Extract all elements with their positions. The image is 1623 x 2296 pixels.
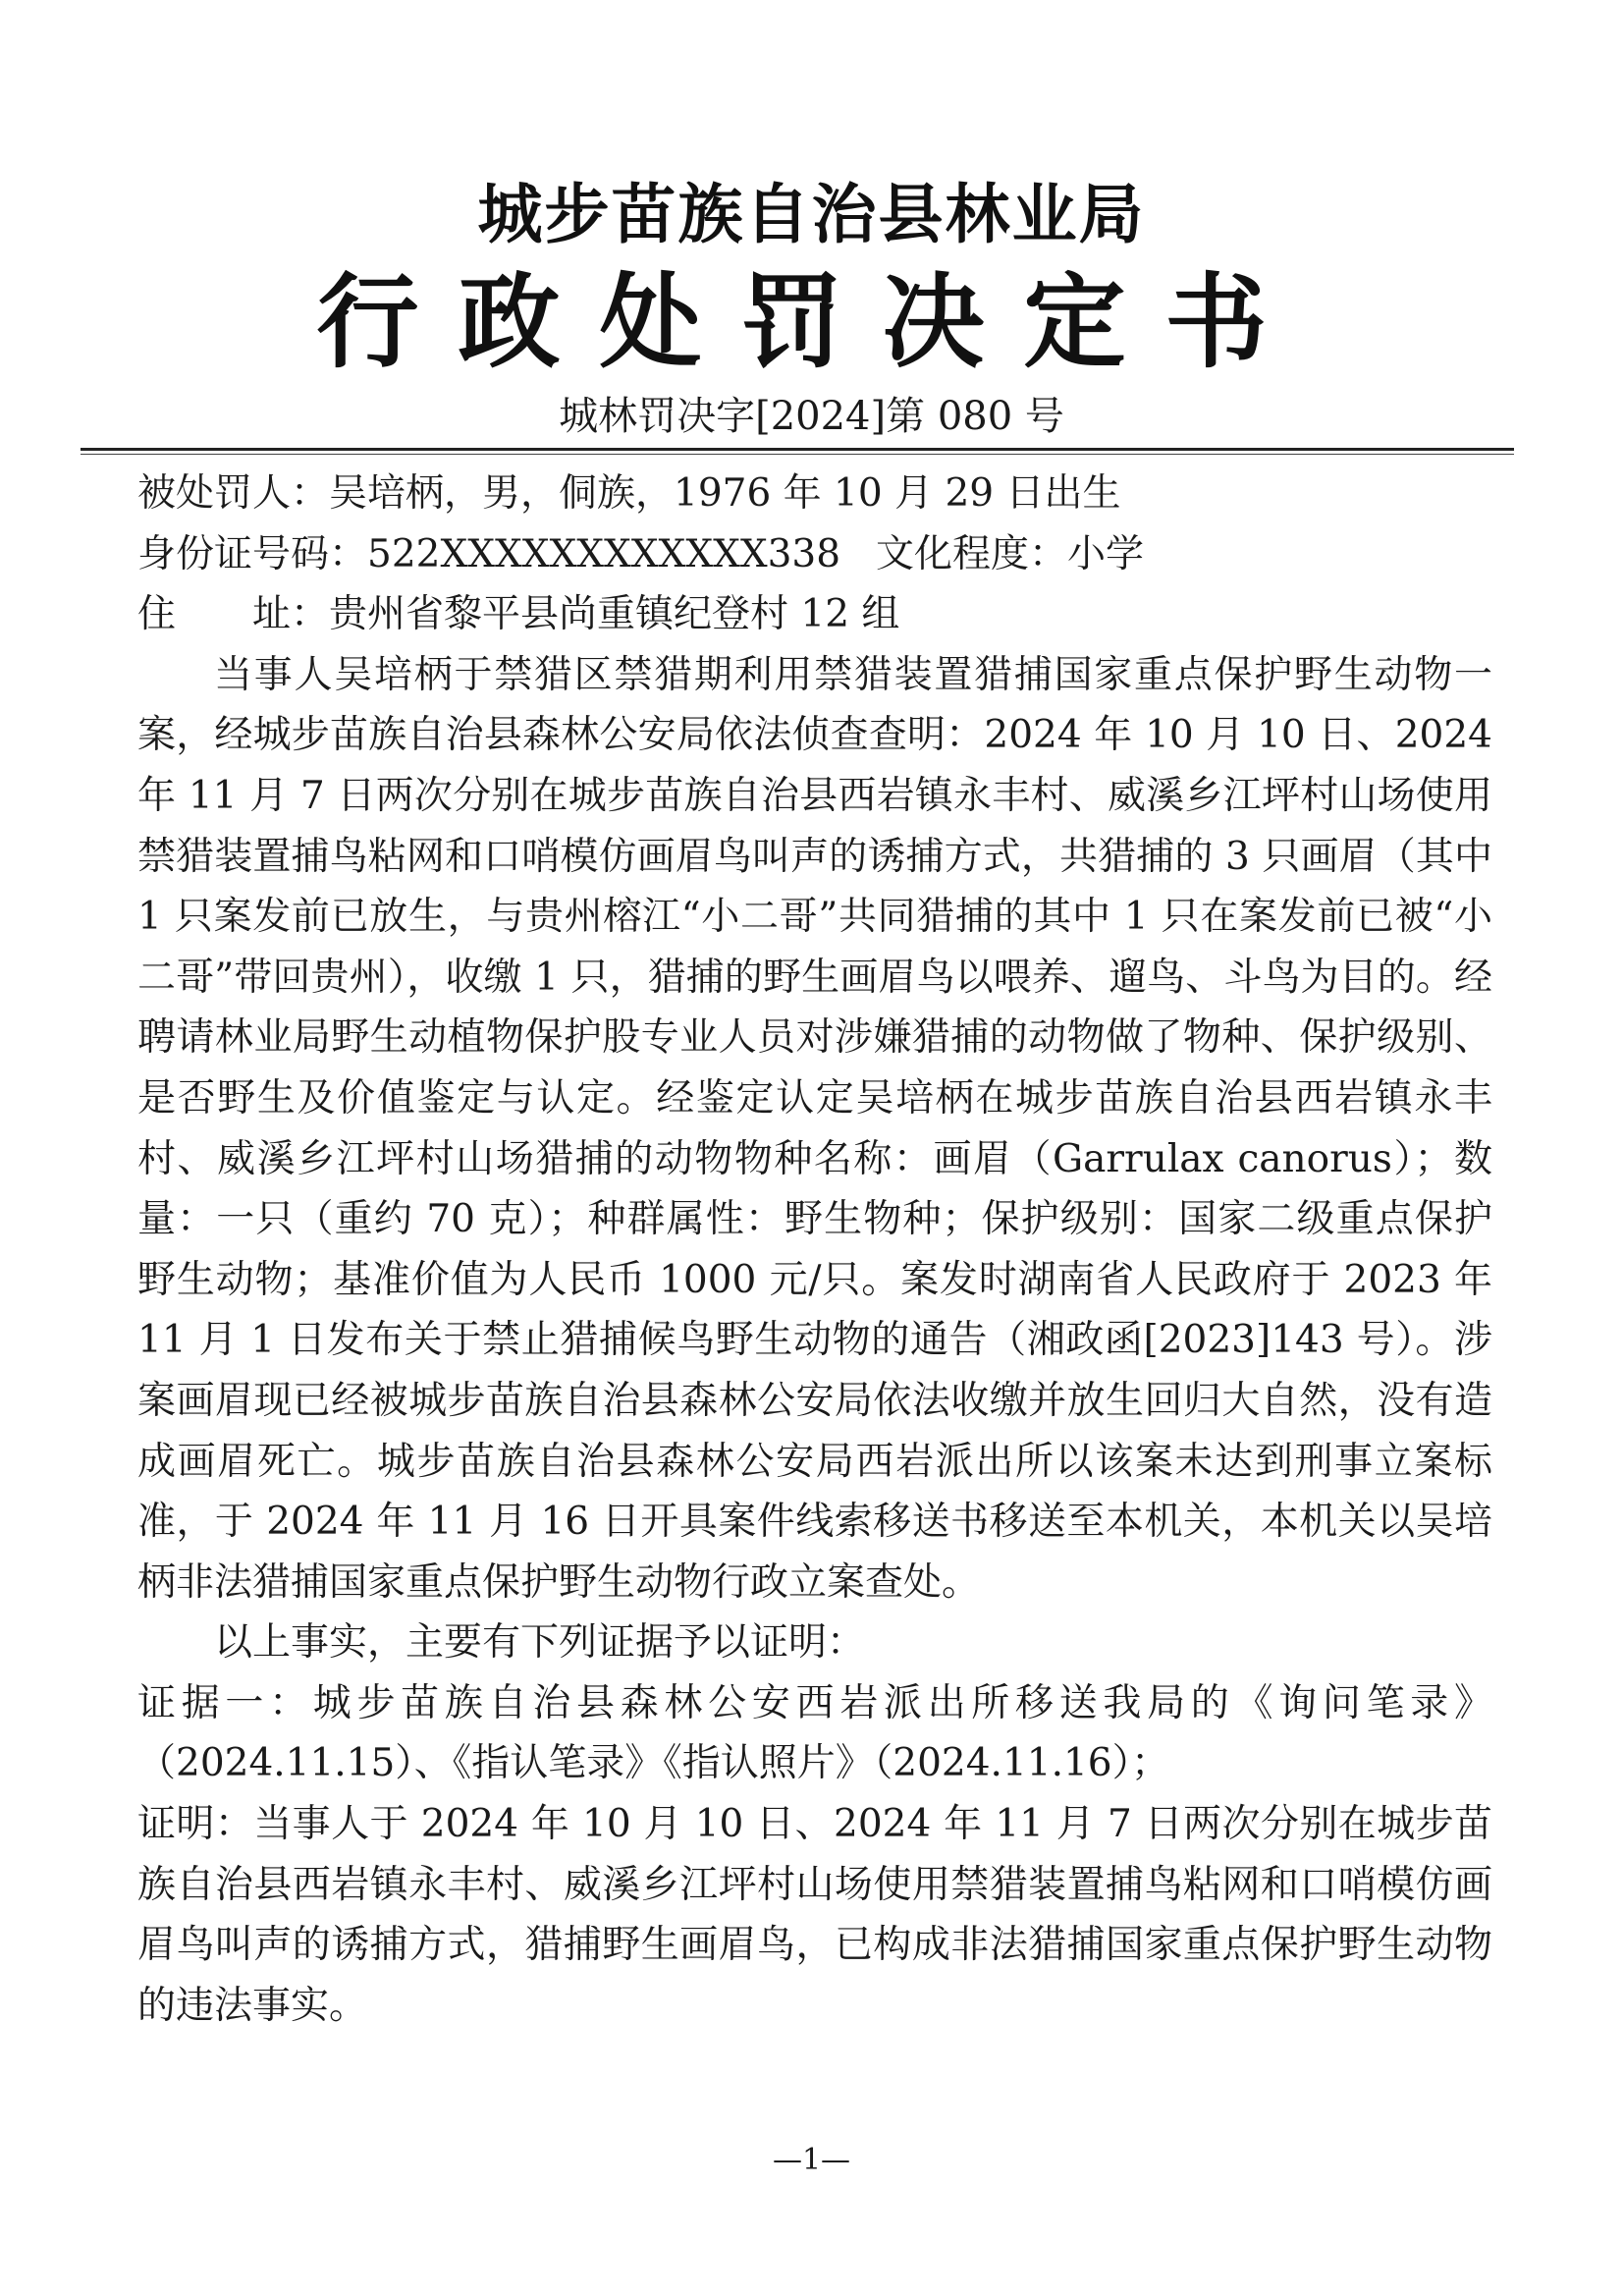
header-rule-thin	[81, 454, 1514, 455]
page-number: —1—	[772, 2143, 851, 2177]
facts-paragraph: 当事人吴培柄于禁猎区禁猎期利用禁猎装置猎捕国家重点保护野生动物一案，经城步苗族自治县森林公安局依法侦查查明：2024 年 10 月 10 日、2024 年 11 月 7 日两次分别在城步苗族自治县西岩镇永丰村、威溪乡江坪村山场使用禁猎装置捕鸟粘网和口哨模仿画眉鸟叫声的诱捕方式，共猎捕的 3 只画眉（其中 1 只案发前已放生，与贵州榕江“小二哥”共同猎捕的其中 1 只在案发前已被“小二哥”带回贵州），收缴 1 只，猎捕的野生画眉鸟以喂养、遛鸟、斗鸟为目的。经聘请林业局野生动植物保护股专业人员对涉嫌猎捕的动物做了物种、保护级别、是否野生及价值鉴定与认定。经鉴定认定吴培柄在城步苗族自治县西岩镇永丰村、威溪乡江坪村山场猎捕的动物物种名称：画眉（Garrulax canorus）；数量：一只（重约 70 克）；种群属性：野生物种；保护级别：国家二级重点保护野生动物；基准价值为人民币 1000 元/只。案发时湖南省人民政府于 2023 年 11 月 1 日发布关于禁止猎捕候鸟野生动物的通告（湘政函[2023]143 号）。涉案画眉现已经被城步苗族自治县森林公安局依法收缴并放生回归大自然，没有造成画眉死亡。城步苗族自治县森林公安局西岩派出所以该案未达到刑事立案标准，于 2024 年 11 月 16 日开具案件线索移送书移送至本机关，本机关以吴培柄非法猎捕国家重点保护野生动物行政立案查处。	[137, 652, 1492, 1605]
id-row	[137, 524, 1492, 585]
evidence-proof: 证明：当事人于 2024 年 10 月 10 日、2024 年 11 月 7 日两次分别在城步苗族自治县西岩镇永丰村、威溪乡江坪村山场使用禁猎装置捕鸟粘网和口哨模仿画眉鸟叫声的诱捕方式，猎捕野生画眉鸟，已构成非法猎捕国家重点保护野生动物的违法事实。	[137, 1802, 1492, 2028]
address-line: 住 址：贵州省黎平县尚重镇纪登村 12 组	[137, 592, 900, 637]
header-rule	[81, 448, 1514, 451]
id-number: 身份证号码：522XXXXXXXXXXXX338	[137, 531, 841, 576]
issuing-organization: 城步苗族自治县林业局	[477, 176, 1146, 252]
document-body	[137, 464, 1492, 2036]
evidence-intro: 以上事实，主要有下列证据予以证明：	[214, 1620, 866, 1666]
document-title: 行政处罚决定书	[316, 261, 1307, 382]
education-level: 文化程度：小学	[876, 531, 1145, 576]
party-info-line: 被处罚人：吴培柄，男，侗族，1976 年 10 月 29 日出生	[137, 471, 1121, 516]
document-number: 城林罚决字[2024]第 080 号	[559, 394, 1064, 439]
evidence-item-1: 证据一：城步苗族自治县森林公安西岩派出所移送我局的《询问笔录》（2024.11.15）、《指认笔录》《指认照片》（2024.11.16）；	[137, 1680, 1492, 1786]
